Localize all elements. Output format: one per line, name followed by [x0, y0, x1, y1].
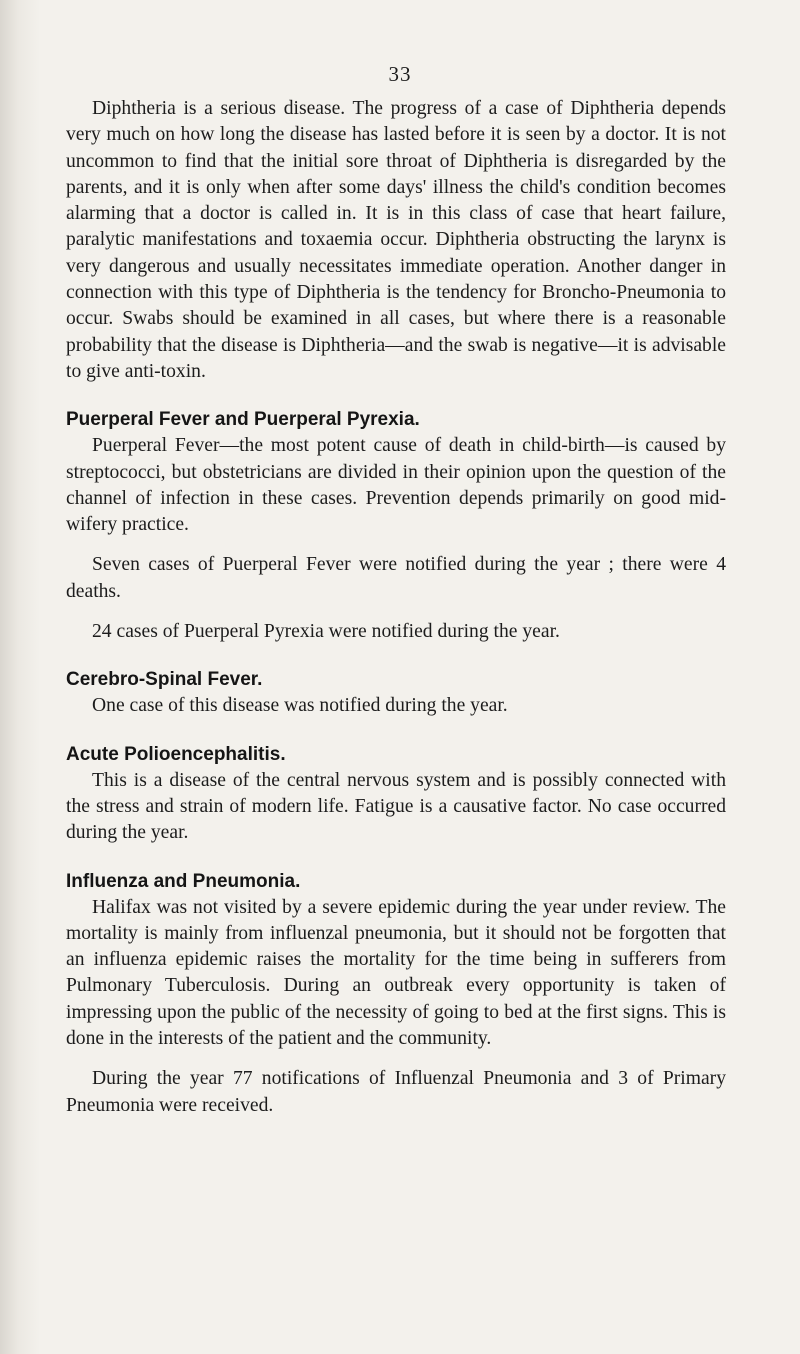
influenza-heading: Influenza and Pneumonia.	[66, 870, 301, 892]
puerperal-paragraph-3: 24 cases of Puerperal Pyrexia were notified during the year.	[92, 621, 560, 643]
page-number: 33	[388, 62, 412, 86]
document-body	[66, 96, 726, 1119]
cerebro-spinal-paragraph: One case of this disease was notified during the year.	[92, 695, 508, 717]
puerperal-paragraph-1: Puerperal Fever—the most potent cause of death in child-birth—is caused by streptococci, but obstetricians are divided in their opinion upon the question of the channel of infection in these cases. Prevention depends primarily on good mid-wifery practice.	[66, 435, 726, 536]
influenza-paragraph-2: During the year 77 notifications of Influenzal Pneumonia and 3 of Primary Pneumonia were received.	[66, 1068, 726, 1116]
polioencephalitis-paragraph: This is a disease of the central nervous system and is possibly connected with the stress and strain of modern life. Fatigue is a causative factor. No case occurred during the year.	[66, 769, 726, 844]
puerperal-heading: Puerperal Fever and Puerperal Pyrexia.	[66, 409, 420, 431]
diphtheria-paragraph: Diphtheria is a serious disease. The progress of a case of Diphtheria depends very much on how long the disease has lasted before it is seen by a doctor. It is not uncommon to find that the initial sore throat of Diphtheria is disregarded by the parents, and it is only when after some days' illness the child's condition becomes alarming that a doctor is called in. It is in this class of case that heart failure, paralytic manifestations and toxaemia occur. Diphtheria obstructing the larynx is very dangerous and usually necessitates immediate operation. Another danger in connection with this type of Diphtheria is the tendency for Broncho-Pneumonia to occur. Swabs should be examined in all cases, but where there is a reasonable probability that the disease is Diphtheria—and the swab is negative—it is advisable to give anti-toxin.	[66, 98, 726, 382]
puerperal-paragraph-2: Seven cases of Puerperal Fever were notified during the year ; there were 4 deaths.	[66, 554, 726, 602]
page-edge-shadow	[0, 0, 40, 1354]
cerebro-spinal-heading: Cerebro-Spinal Fever.	[66, 669, 263, 691]
influenza-paragraph-1: Halifax was not visited by a severe epidemic during the year under review. The mortality is mainly from influenzal pneumonia, but it should not be forgotten that an influenza epidemic raises the mortality for the time being in sufferers from Pulmonary Tuberculosis. During an outbreak every opportunity is taken of impressing upon the public of the necessity of going to bed at the first signs. This is done in the interests of the patient and the community.	[66, 896, 726, 1050]
polioencephalitis-heading: Acute Polioencephalitis.	[66, 743, 286, 765]
